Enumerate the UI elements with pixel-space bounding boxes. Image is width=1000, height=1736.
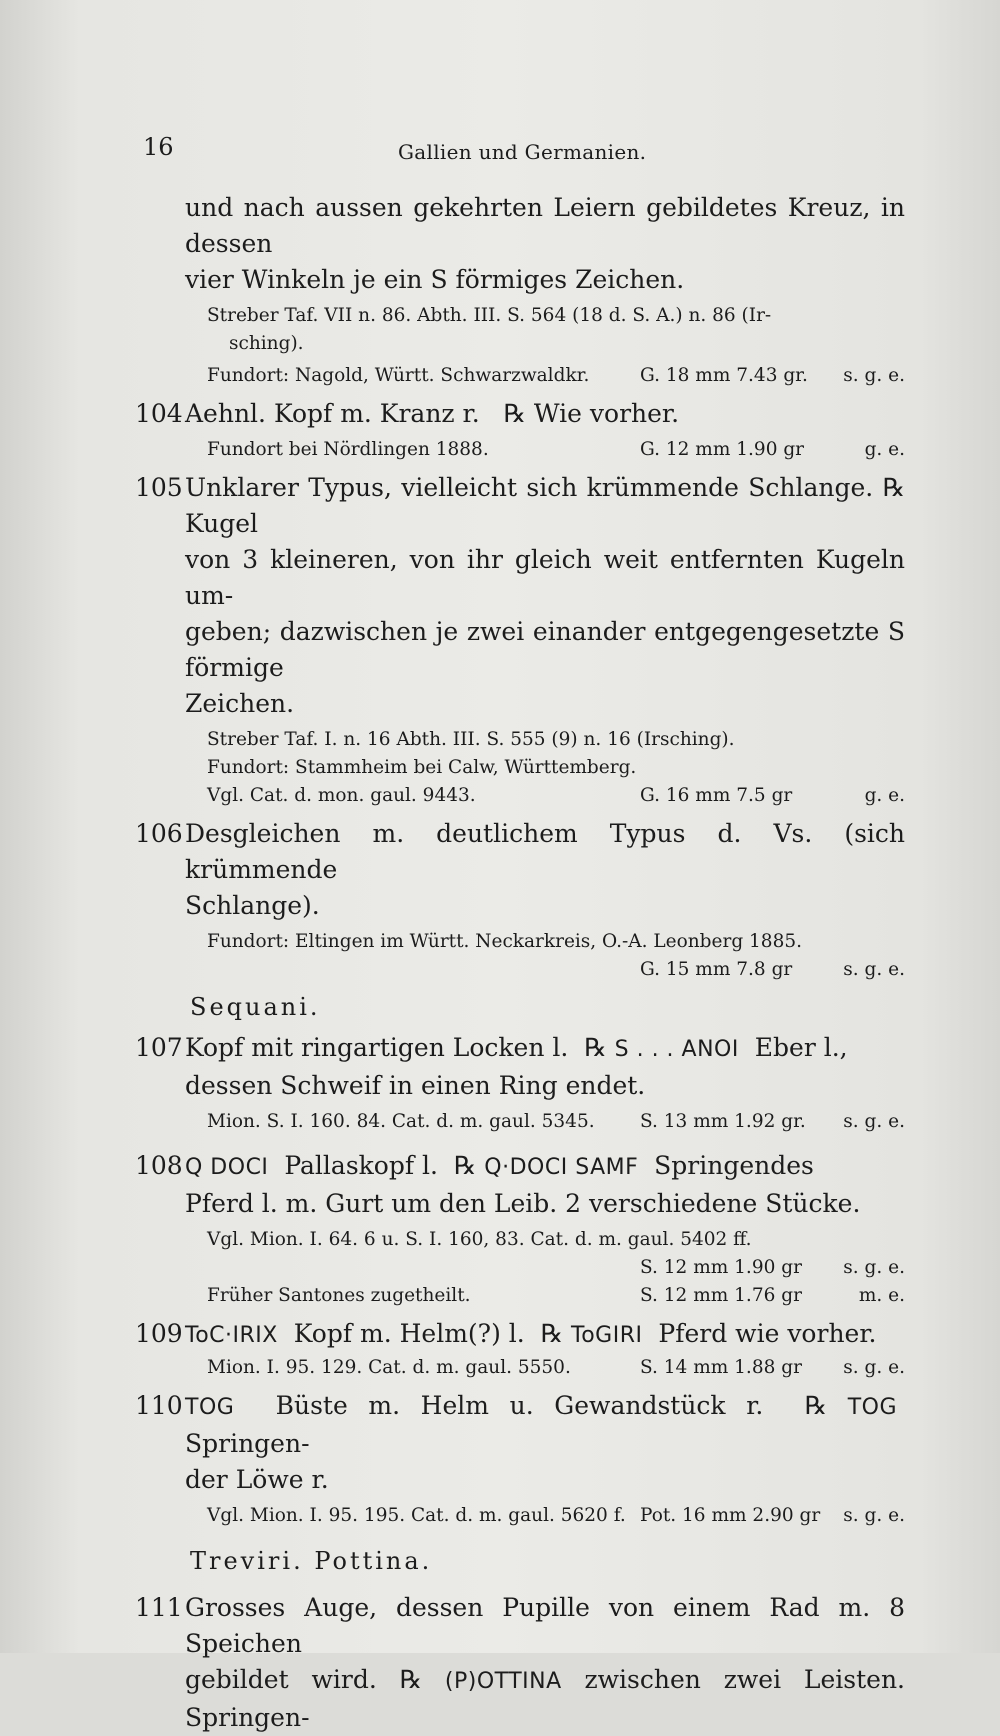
recipe-symbol: ℞ bbox=[453, 1151, 477, 1180]
text-line: Schlange). bbox=[185, 891, 320, 920]
text-line: Q DOCI Pallaskopf l. ℞ Q·DOCI SAMF Springendes bbox=[185, 1151, 814, 1180]
reference: Vgl. Cat. d. mon. gaul. 9443. bbox=[207, 785, 476, 806]
weight: S. 12 mm 1.76 gr bbox=[640, 1285, 802, 1306]
entry-109 bbox=[135, 1316, 905, 1382]
quality: s. g. e. bbox=[843, 365, 905, 386]
text-line: Desgleichen m. deutlichem Typus d. Vs. (sich krümmende bbox=[185, 819, 905, 884]
text-line: Kopf mit ringartigen Locken l. ℞ S . . . ANOI Eber l., bbox=[185, 1033, 848, 1062]
continued-entry bbox=[135, 190, 905, 390]
recipe-symbol: ℞ bbox=[882, 473, 905, 502]
text-line: und nach aussen gekehrten Leiern gebildetes Kreuz, in dessen bbox=[185, 193, 905, 258]
find-spot: Fundort bei Nördlingen 1888. bbox=[207, 439, 489, 460]
entry-105 bbox=[135, 470, 905, 810]
entry-number: 109 bbox=[135, 1319, 183, 1348]
coin-legend: TOG bbox=[847, 1395, 898, 1420]
quality: m. e. bbox=[858, 1285, 905, 1306]
text-line: TOG Büste m. Helm u. Gewandstück r. ℞ TOG Springen- bbox=[185, 1391, 898, 1458]
recipe-symbol: ℞ bbox=[804, 1391, 828, 1420]
page-number: 16 bbox=[143, 133, 174, 161]
entry-111 bbox=[135, 1590, 905, 1736]
entry-number: 108 bbox=[135, 1151, 183, 1180]
text-line: Pferd l. m. Gurt um den Leib. 2 verschiedene Stücke. bbox=[185, 1189, 861, 1218]
quality: s. g. e. bbox=[843, 1357, 905, 1378]
recipe-symbol: ℞ bbox=[399, 1665, 423, 1694]
find-spot-row bbox=[185, 362, 905, 390]
text-line: Aehnl. Kopf m. Kranz r. ℞ Wie vorher. bbox=[185, 399, 680, 428]
weight: G. 15 mm 7.8 gr bbox=[640, 959, 793, 980]
weight: G. 18 mm 7.43 gr. bbox=[640, 365, 808, 386]
quality: g. e. bbox=[864, 439, 905, 460]
coin-legend: Q·DOCI SAMF bbox=[484, 1155, 639, 1180]
weight: G. 16 mm 7.5 gr bbox=[640, 785, 793, 806]
entry-number: 110 bbox=[135, 1391, 183, 1420]
weight: S. 12 mm 1.90 gr bbox=[640, 1257, 802, 1278]
weight-row bbox=[185, 956, 905, 984]
entry-number: 106 bbox=[135, 819, 183, 848]
text-line: Grosses Auge, dessen Pupille von einem Rad m. 8 Speichen bbox=[185, 1593, 905, 1658]
recipe-symbol: ℞ bbox=[503, 399, 526, 428]
coin-legend: S . . . ANOI bbox=[614, 1037, 739, 1062]
find-spot-row bbox=[185, 436, 905, 464]
running-title: Gallien und Germanien. bbox=[398, 140, 647, 164]
coin-legend: TOG bbox=[185, 1395, 235, 1420]
entry-107 bbox=[135, 1030, 905, 1136]
page-content bbox=[135, 190, 905, 1736]
text-line: ToC·IRIX Kopf m. Helm(?) l. ℞ ToGIRI Pferd wie vorher. bbox=[185, 1319, 877, 1348]
recipe-symbol: ℞ bbox=[540, 1319, 564, 1348]
weight: S. 13 mm 1.92 gr. bbox=[640, 1111, 806, 1132]
coin-legend: Q DOCI bbox=[185, 1155, 269, 1180]
entry-number: 105 bbox=[135, 473, 183, 502]
quality: s. g. e. bbox=[843, 959, 905, 980]
entry-number: 104 bbox=[135, 399, 183, 428]
reference-line: Fundort: Stammheim bei Calw, Württemberg. bbox=[207, 757, 637, 778]
reference-row bbox=[185, 1502, 905, 1530]
reference-line: sching). bbox=[229, 333, 304, 354]
coin-legend: ToGIRI bbox=[571, 1323, 643, 1348]
reference: Vgl. Mion. I. 95. 195. Cat. d. m. gaul. 5620 f. bbox=[207, 1505, 626, 1526]
note: Früher Santones zugetheilt. bbox=[207, 1285, 471, 1306]
reference-line: Streber Taf. I. n. 16 Abth. III. S. 555 (9) n. 16 (Irsching). bbox=[207, 729, 735, 750]
text-line: der Löwe r. bbox=[185, 1465, 329, 1494]
text-line: dessen Schweif in einen Ring endet. bbox=[185, 1071, 646, 1100]
entry-number: 111 bbox=[135, 1593, 183, 1622]
text-line: Unklarer Typus, vielleicht sich krümmende Schlange. ℞ Kugel bbox=[185, 473, 905, 538]
section-heading-treviri: Treviri. Pottina. bbox=[190, 1547, 433, 1575]
coin-legend: ToC·IRIX bbox=[185, 1323, 278, 1348]
text-line: vier Winkeln je ein S förmiges Zeichen. bbox=[185, 265, 685, 294]
reference: Mion. S. I. 160. 84. Cat. d. m. gaul. 5345. bbox=[207, 1111, 595, 1132]
text-line: von 3 kleineren, von ihr gleich weit entfernten Kugeln um- bbox=[185, 545, 905, 610]
text-line: gebildet wird. ℞ (P)OTTINA zwischen zwei Leisten. Springen- bbox=[185, 1665, 906, 1732]
section-heading-sequani: Sequani. bbox=[190, 993, 321, 1021]
entry-number: 107 bbox=[135, 1033, 183, 1062]
reference-row bbox=[185, 1354, 905, 1382]
reference-row bbox=[185, 1108, 905, 1136]
recipe-symbol: ℞ bbox=[584, 1033, 607, 1062]
quality: s. g. e. bbox=[843, 1505, 905, 1526]
entry-104 bbox=[135, 396, 905, 464]
weight: S. 14 mm 1.88 gr bbox=[640, 1357, 802, 1378]
reference-row bbox=[185, 782, 905, 810]
quality: s. g. e. bbox=[843, 1257, 905, 1278]
reference: Mion. I. 95. 129. Cat. d. m. gaul. 5550. bbox=[207, 1357, 571, 1378]
quality: g. e. bbox=[864, 785, 905, 806]
weight-row bbox=[185, 1254, 905, 1282]
reference-line: Streber Taf. VII n. 86. Abth. III. S. 564 (18 d. S. A.) n. 86 (Ir- bbox=[207, 305, 772, 326]
find-spot: Fundort: Eltingen im Württ. Neckarkreis, O.-A. Leonberg 1885. bbox=[207, 931, 802, 952]
weight: G. 12 mm 1.90 gr bbox=[640, 439, 805, 460]
note-row bbox=[185, 1282, 905, 1310]
quality: s. g. e. bbox=[843, 1111, 905, 1132]
text-line: Zeichen. bbox=[185, 689, 295, 718]
find-spot: Fundort: Nagold, Württ. Schwarzwaldkr. bbox=[207, 365, 590, 386]
reference-line: Vgl. Mion. I. 64. 6 u. S. I. 160, 83. Cat. d. m. gaul. 5402 ff. bbox=[207, 1229, 752, 1250]
entry-108 bbox=[135, 1148, 905, 1310]
entry-110 bbox=[135, 1388, 905, 1530]
weight: Pot. 16 mm 2.90 gr bbox=[640, 1505, 821, 1526]
text-line: geben; dazwischen je zwei einander entgegengesetzte S förmige bbox=[185, 617, 905, 682]
coin-legend: (P)OTTINA bbox=[444, 1669, 562, 1694]
entry-106 bbox=[135, 816, 905, 984]
